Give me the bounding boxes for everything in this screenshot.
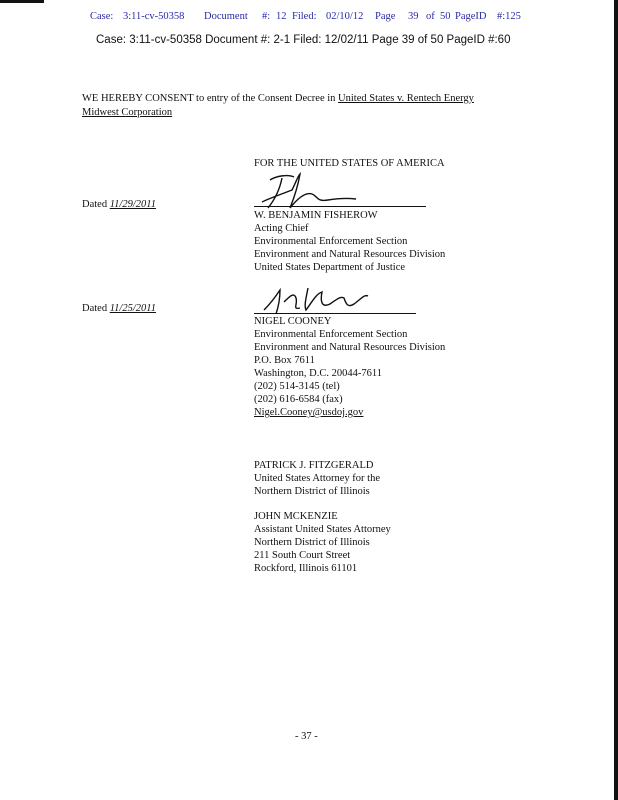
attorney2-name: JOHN MCKENZIE	[254, 511, 338, 522]
ecf-doc-hash: #:	[262, 11, 271, 22]
scan-edge-mark-right	[614, 0, 618, 800]
ecf-case-label: Case:	[90, 11, 114, 22]
signer2-line: Environmental Enforcement Section	[254, 329, 408, 340]
attorney1-name: PATRICK J. FITZGERALD	[254, 460, 374, 471]
ecf-header-black: Case: 3:11-cv-50358 Document #: 2-1 Filed: 12/02/11 Page 39 of 50 PageID #:60	[96, 34, 511, 46]
for-usa-heading: FOR THE UNITED STATES OF AMERICA	[254, 158, 445, 169]
case-name-line-1: United States v. Rentech Energy	[338, 93, 474, 104]
dated-label-2: Dated	[82, 303, 108, 314]
ecf-document-label: Document	[204, 11, 248, 22]
ecf-doc-number: 12	[276, 11, 287, 22]
page-number-footer: - 37 -	[295, 731, 318, 742]
ecf-pageid-num: #:125	[497, 11, 521, 22]
consent-line-1	[82, 92, 474, 105]
ecf-header-blue	[0, 11, 618, 25]
signer1-line: Acting Chief	[254, 223, 309, 234]
ecf-filed-date: 02/10/12	[326, 11, 364, 22]
attorney2-line: Rockford, Illinois 61101	[254, 563, 358, 574]
dated-value-2: 11/25/2011	[109, 303, 156, 314]
case-name-line-2: Midwest Corporation	[82, 107, 173, 118]
signer2-line: (202) 616-6584 (fax)	[254, 394, 343, 405]
consent-text: WE HEREBY CONSENT to entry of the Consent Decree in	[82, 93, 339, 104]
signer2-line: P.O. Box 7611	[254, 355, 315, 366]
dated-value-1: 11/29/2011	[109, 199, 156, 210]
dated-line-2	[82, 302, 156, 315]
attorney1-line: United States Attorney for the	[254, 473, 380, 484]
signer1-name: W. BENJAMIN FISHEROW	[254, 210, 378, 221]
signature-line-2	[254, 313, 416, 314]
signer1-line: Environment and Natural Resources Division	[254, 249, 446, 260]
attorney2-line: Assistant United States Attorney	[254, 524, 391, 535]
ecf-filed-label: Filed:	[292, 11, 317, 22]
signer2-name: NIGEL COONEY	[254, 316, 332, 327]
signature-cooney	[256, 280, 386, 320]
attorney1-line: Northern District of Illinois	[254, 486, 370, 497]
ecf-pageid-label: PageID	[455, 11, 487, 22]
attorney2-line: Northern District of Illinois	[254, 537, 370, 548]
signer2-line: Environment and Natural Resources Division	[254, 342, 446, 353]
signature-line-1	[254, 206, 426, 207]
ecf-page-num: 39	[408, 11, 419, 22]
signer1-line: Environmental Enforcement Section	[254, 236, 408, 247]
scan-edge-mark-top	[0, 0, 44, 3]
attorney2-line: 211 South Court Street	[254, 550, 351, 561]
dated-label-1: Dated	[82, 199, 108, 210]
signer2-line: (202) 514-3145 (tel)	[254, 381, 340, 392]
ecf-page-label: Page	[375, 11, 396, 22]
signer2-email: Nigel.Cooney@usdoj.gov	[254, 407, 364, 418]
signer2-line: Washington, D.C. 20044-7611	[254, 368, 382, 379]
ecf-page-total: 50	[440, 11, 451, 22]
dated-line-1	[82, 198, 156, 211]
ecf-case-number: 3:11-cv-50358	[123, 11, 185, 22]
signer1-line: United States Department of Justice	[254, 262, 406, 273]
ecf-of-label: of	[426, 11, 435, 22]
